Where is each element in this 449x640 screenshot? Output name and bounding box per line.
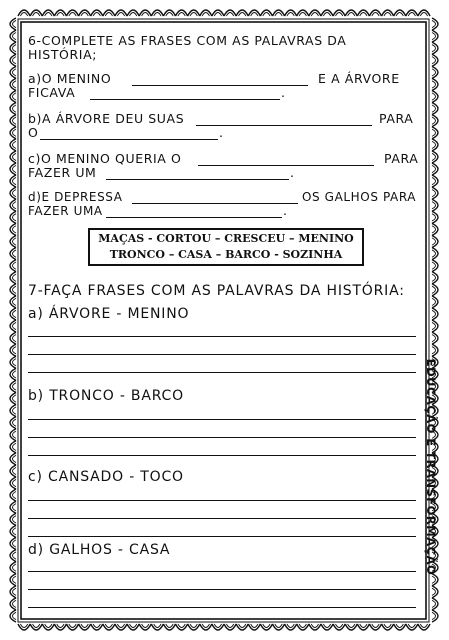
q6a-blank-2[interactable] (90, 99, 280, 100)
q7d-answer-line-1[interactable] (28, 571, 416, 572)
q6a-text-line2: FICAVA (28, 85, 76, 100)
q6b-text-mid: PARA (379, 111, 414, 126)
q6d-text-end: . (283, 203, 288, 218)
q6b-text-start: b)A ÁRVORE DEU SUAS (28, 111, 185, 126)
q7a-prompt: a) ÁRVORE - MENINO (28, 306, 190, 322)
q7c-answer-line-1[interactable] (28, 500, 416, 501)
q6d-text-start: d)E DEPRESSA (28, 190, 123, 204)
q6d-blank-2[interactable] (106, 217, 282, 218)
q6c-text-line2: FAZER UM (28, 165, 97, 180)
q6d-text-line2: FAZER UMA (28, 204, 103, 218)
q6c-text-mid: PARA (384, 151, 419, 166)
q6-title-line2: HISTÓRIA; (28, 47, 98, 62)
q7a-answer-line-3[interactable] (28, 372, 416, 373)
q7b-answer-line-3[interactable] (28, 455, 416, 456)
q7b-answer-line-1[interactable] (28, 419, 416, 420)
q7-title: 7-FAÇA FRASES COM AS PALAVRAS DA HISTÓRIA: (28, 283, 405, 299)
q7d-answer-line-3[interactable] (28, 607, 416, 608)
q6a-text-mid: E A ÁRVORE (318, 71, 400, 86)
q6b-blank-2[interactable] (40, 139, 218, 140)
q7c-answer-line-3[interactable] (28, 536, 416, 537)
sidebar-watermark (423, 356, 439, 578)
q6c-blank-1[interactable] (198, 165, 374, 166)
q6b-text-end: . (219, 125, 224, 140)
q7b-answer-line-2[interactable] (28, 437, 416, 438)
word-bank-line-2: TRONCO – CASA – BARCO - SOZINHA (109, 248, 343, 261)
q7a-answer-line-1[interactable] (28, 336, 416, 337)
sidebar-watermark-text: EDUCAÇÃO E TRANSFORMAÇÃO (424, 358, 438, 576)
q6c-text-end: . (290, 165, 295, 180)
q7d-answer-line-2[interactable] (28, 589, 416, 590)
q7b-prompt: b) TRONCO - BARCO (28, 388, 184, 404)
q6d-text-mid: OS GALHOS PARA (302, 190, 417, 204)
q7d-prompt: d) GALHOS - CASA (28, 542, 171, 558)
q7a-answer-line-2[interactable] (28, 354, 416, 355)
q6a-text-start: a)O MENINO (28, 71, 112, 86)
q6d-blank-1[interactable] (132, 203, 298, 204)
q6b-text-line2: O (28, 125, 39, 140)
word-bank-box (88, 228, 364, 266)
q6-title-line1: 6-COMPLETE AS FRASES COM AS PALAVRAS DA (28, 33, 347, 48)
q6c-blank-2[interactable] (106, 179, 289, 180)
q7c-answer-line-2[interactable] (28, 518, 416, 519)
word-bank-line-1: MAÇAS - CORTOU – CRESCEU – MENINO (98, 232, 354, 245)
q6c-text-start: c)O MENINO QUERIA O (28, 151, 182, 166)
q7c-prompt: c) CANSADO - TOCO (28, 469, 184, 485)
q6a-text-end: . (281, 85, 286, 100)
